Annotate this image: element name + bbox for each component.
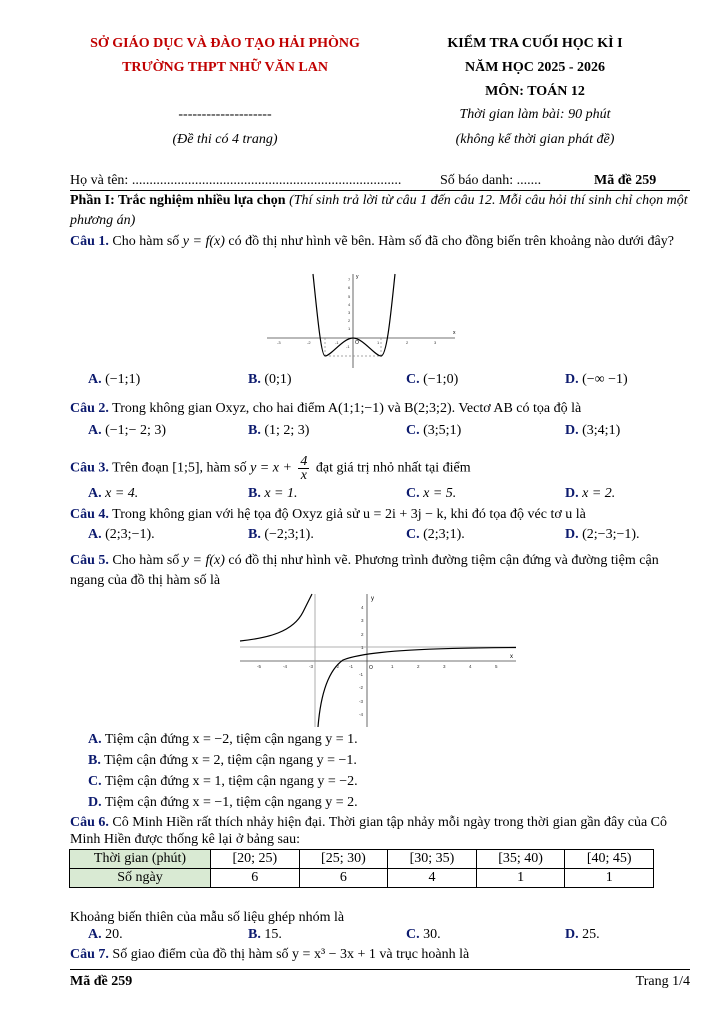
exam-code: Mã đề 259 bbox=[594, 173, 657, 188]
q6-option-c[interactable]: C. 30. bbox=[406, 927, 441, 942]
q1-y-tick: 4 bbox=[348, 302, 351, 307]
student-id-field: Số báo danh: ....... bbox=[440, 173, 542, 188]
part1-heading: Phần I: Trắc nghiệm nhiều lựa chọn (Thí sinh trả lời từ câu 1 đến câu 12. Mỗi câu hỏi thí sinh chỉ chọn một phương án) bbox=[70, 193, 688, 228]
q4-option-a[interactable]: A. (2;3;−1). bbox=[88, 527, 155, 542]
dept-name: SỞ GIÁO DỤC VÀ ĐÀO TẠO HẢI PHÒNG bbox=[90, 36, 360, 51]
q6-option-a[interactable]: A. 20. bbox=[88, 927, 123, 942]
q5-x-tick: -2 bbox=[335, 664, 340, 669]
q5-x-tick: 5 bbox=[495, 664, 498, 669]
exam-year: NĂM HỌC 2025 - 2026 bbox=[465, 60, 605, 75]
exam-time-note: (không kể thời gian phát đề) bbox=[455, 132, 615, 147]
q1-axis-y-label: y bbox=[356, 274, 359, 280]
table-cell: [25; 30) bbox=[299, 850, 388, 869]
q5-axis-y-label: y bbox=[371, 596, 374, 602]
header-dashes: -------------------- bbox=[178, 107, 272, 122]
q6-frequency-table bbox=[69, 849, 654, 888]
q1-origin-label: O bbox=[355, 340, 359, 346]
q3-option-a[interactable]: A. x = 4. bbox=[88, 486, 139, 501]
q1-option-b[interactable]: B. (0;1) bbox=[248, 372, 292, 387]
exam-time: Thời gian làm bài: 90 phút bbox=[459, 107, 611, 122]
q6-option-d[interactable]: D. 25. bbox=[565, 927, 600, 942]
table-cell: 1 bbox=[565, 869, 654, 888]
q3-fraction: $\frac{4}{x}$ bbox=[300, 454, 308, 483]
q5-x-tick: -5 bbox=[257, 664, 262, 669]
table-cell: 4 bbox=[388, 869, 477, 888]
q1-y-tick: 1 bbox=[348, 326, 351, 331]
q1-y-tick: 7 bbox=[348, 277, 351, 282]
q1-graph bbox=[265, 272, 460, 372]
q4-option-b[interactable]: B. (−2;3;1). bbox=[248, 527, 314, 542]
q1-option-c[interactable]: C. (−1;0) bbox=[406, 372, 459, 387]
question-6: Câu 6. Cô Minh Hiền rất thích nhảy hiện đại. Thời gian tập nhảy mỗi ngày trong thời gian gần đây của Cô Minh Hiền được thống kê lại ở bảng sau: bbox=[70, 815, 668, 847]
footer-exam-code: Mã đề 259 bbox=[70, 974, 133, 989]
table-cell: 6 bbox=[299, 869, 388, 888]
q5-y-tick: 2 bbox=[361, 632, 364, 637]
q5-axis-x-label: x bbox=[510, 654, 513, 660]
q1-option-d[interactable]: D. (−∞ −1) bbox=[565, 372, 628, 387]
q4-option-d[interactable]: D. (2;−3;−1). bbox=[565, 527, 640, 542]
q1-y-tick: -1 bbox=[346, 344, 350, 349]
question-1: Câu 1. Cho hàm số y = f(x) có đồ thị như hình vẽ bên. Hàm số đã cho đồng biến trên khoảng nào dưới đây? bbox=[70, 234, 674, 249]
question-3: Câu 3. Trên đoạn [1;5], hàm số y = x + $\frac{4}{x}$ đạt giá trị nhỏ nhất tại điểm bbox=[70, 454, 471, 483]
q5-option-d[interactable]: D. Tiệm cận đứng x = −1, tiệm cận ngang y = 2. bbox=[88, 795, 358, 810]
q1-x-tick: -3 bbox=[277, 340, 281, 345]
q1-axis-x-label: x bbox=[453, 330, 456, 336]
q1-y-tick: 5 bbox=[348, 294, 351, 299]
q5-option-a[interactable]: A. Tiệm cận đứng x = −2, tiệm cận ngang y = 1. bbox=[88, 732, 358, 747]
q6-question: Khoảng biến thiên của mẫu số liệu ghép nhóm là bbox=[70, 910, 345, 925]
q1-x-tick: -2 bbox=[307, 340, 311, 345]
school-name: TRƯỜNG THPT NHỮ VĂN LAN bbox=[122, 60, 328, 75]
q5-x-tick: 2 bbox=[417, 664, 420, 669]
question-4: Câu 4. Trong không gian với hệ tọa độ Oxyz giả sử u = 2i + 3j − k, khi đó tọa độ véc tơ u là bbox=[70, 507, 586, 522]
q2-option-c[interactable]: C. (3;5;1) bbox=[406, 423, 462, 438]
q5-option-c[interactable]: C. Tiệm cận đứng x = 1, tiệm cận ngang y = −2. bbox=[88, 774, 358, 789]
q3-option-b[interactable]: B. x = 1. bbox=[248, 486, 298, 501]
student-name-field: Họ và tên: ............................................................................. bbox=[70, 173, 402, 188]
footer-page-number: Trang 1/4 bbox=[635, 974, 690, 989]
table-header-cell: Số ngày bbox=[70, 869, 211, 888]
q1-option-a[interactable]: A. (−1;1) bbox=[88, 372, 141, 387]
q5-y-tick: -2 bbox=[359, 685, 364, 690]
q4-option-c[interactable]: C. (2;3;1). bbox=[406, 527, 465, 542]
table-row bbox=[70, 869, 654, 888]
q3-option-d[interactable]: D. x = 2. bbox=[565, 486, 616, 501]
q1-x-tick: 3 bbox=[434, 340, 437, 345]
q2-option-a[interactable]: A. (−1;− 2; 3) bbox=[88, 423, 167, 438]
table-cell: 1 bbox=[476, 869, 565, 888]
q2-option-b[interactable]: B. (1; 2; 3) bbox=[248, 423, 310, 438]
q1-x-tick: -1 bbox=[335, 340, 339, 345]
q1-y-tick: 6 bbox=[348, 285, 351, 290]
question-2: Câu 2. Trong không gian Oxyz, cho hai điểm A(1;1;−1) và B(2;3;2). Vectơ AB có tọa độ là bbox=[70, 401, 582, 416]
q5-x-tick: 4 bbox=[469, 664, 472, 669]
q5-x-tick: 1 bbox=[391, 664, 394, 669]
q5-origin-label: O bbox=[369, 665, 373, 671]
q5-x-tick: -3 bbox=[309, 664, 314, 669]
q5-y-tick: 1 bbox=[361, 645, 364, 650]
q5-y-tick: 4 bbox=[361, 605, 364, 610]
q2-option-d[interactable]: D. (3;4;1) bbox=[565, 423, 621, 438]
q1-x-tick: 2 bbox=[406, 340, 409, 345]
q5-y-tick: 3 bbox=[361, 618, 364, 623]
q5-y-tick: -4 bbox=[359, 712, 364, 717]
table-cell: [35; 40) bbox=[476, 850, 565, 869]
q5-y-tick: -3 bbox=[359, 699, 364, 704]
q3-option-c[interactable]: C. x = 5. bbox=[406, 486, 457, 501]
table-cell: [30; 35) bbox=[388, 850, 477, 869]
pages-note: (Đề thi có 4 trang) bbox=[172, 132, 278, 147]
question-5: Câu 5. Cho hàm số y = f(x) có đồ thị như hình vẽ. Phương trình đường tiệm cận đứng và đường tiệm cận ngang của đồ thị hàm số là bbox=[70, 553, 659, 588]
table-cell: [40; 45) bbox=[565, 850, 654, 869]
q1-x-tick: 1 bbox=[377, 340, 380, 345]
q6-option-b[interactable]: B. 15. bbox=[248, 927, 282, 942]
exam-title: KIỂM TRA CUỐI HỌC KÌ I bbox=[447, 36, 623, 51]
table-cell: [20; 25) bbox=[211, 850, 300, 869]
q5-curve-right bbox=[318, 648, 516, 728]
q5-graph bbox=[238, 592, 520, 729]
table-header-cell: Thời gian (phút) bbox=[70, 850, 211, 869]
table-cell: 6 bbox=[211, 869, 300, 888]
q5-option-b[interactable]: B. Tiệm cận đứng x = 2, tiệm cận ngang y = −1. bbox=[88, 753, 357, 768]
question-7: Câu 7. Số giao điểm của đồ thị hàm số y = x³ − 3x + 1 và trục hoành là bbox=[70, 947, 470, 962]
q1-y-tick: 2 bbox=[348, 318, 351, 323]
q1-y-tick: 3 bbox=[348, 310, 351, 315]
q5-x-tick: -4 bbox=[283, 664, 288, 669]
exam-subject: MÔN: TOÁN 12 bbox=[485, 84, 585, 99]
table-row bbox=[70, 850, 654, 869]
footer-divider bbox=[70, 969, 690, 970]
q5-y-tick: -1 bbox=[359, 672, 364, 677]
q5-curve-left bbox=[240, 594, 312, 641]
q5-x-tick: 3 bbox=[443, 664, 446, 669]
q5-x-ticks bbox=[257, 664, 498, 669]
q5-x-tick: -1 bbox=[349, 664, 354, 669]
